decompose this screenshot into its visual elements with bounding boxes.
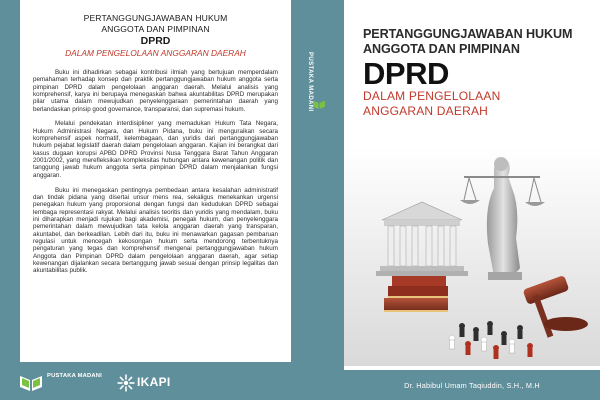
- back-title-line3: DPRD: [140, 35, 171, 47]
- back-subtitle: DALAM PENGELOLAAN ANGGARAN DAERAH: [65, 48, 246, 58]
- law-books: [384, 276, 448, 312]
- spine-logo-icon: [312, 98, 326, 110]
- front-cover-title: [363, 27, 593, 118]
- front-title-line2: ANGGOTA DAN PIMPINAN: [363, 41, 520, 56]
- book-spine: [291, 0, 344, 400]
- front-author-bar: [344, 370, 600, 400]
- spine-publisher-label: PUSTAKA MADANI: [307, 52, 313, 112]
- back-cover-synopsis: [33, 69, 278, 282]
- front-title-line3: DPRD: [363, 56, 449, 91]
- synopsis-paragraph: Buku ini menegaskan pentingnya pembedaan antara kesalahan administratif dan tindak pidana yang disertai unsur mens rea, sekaligus menekankan urgensi penegakan hukum yang proporsional dengan fungsi dan kedudukan DPRD sebagai lembaga representasi rakyat. Melalui analisis teoritis dan yuridis yang mendalam, buku ini diharapkan menjadi rujukan bagi akademisi, penegak hukum, dan penyelenggara pemerintahan dalam mewujudkan tata kelola anggaran daerah yang transparan, akuntabel, dan berkeadilan. Lebih dari itu, buku ini menawarkan gagasan pembaruan regulasi untuk mencegah kekosongan hukum serta mendorong terbentuknya pengaturan yang tegas dan komprehensif mengenai pertanggungjawaban hukum Anggota dan Pimpinan DPRD dalam pengelolaan anggaran daerah, agar setiap kewenangan dijalankan secara bertanggung jawab sesuai dengan prinsip legalitas dan akuntabilitas publik.: [33, 186, 278, 275]
- back-cover-publisher-strip: [0, 362, 291, 400]
- ikapi-label: IKAPI: [137, 375, 171, 389]
- synopsis-paragraph: Buku ini dihadirkan sebagai kontribusi ilmiah yang bertujuan memperdalam pemahaman terhadap konsep dan praktik pertanggungjawaban hukum anggota serta pimpinan DPRD dalam pengelolaan anggaran daerah. Melalui analisis yang komprehensif, karya ini berupaya menegaskan bahwa akuntabilitas DPRD merupakan pilar utama dalam mewujudkan penyelenggaraan pemerintahan daerah yang berlandaskan prinsip good governance, transparansi, dan supremasi hukum.: [33, 69, 278, 113]
- front-subtitle-line1: DALAM PENGELOLAAN: [363, 89, 501, 103]
- front-subtitle-line2: ANGGARAN DAERAH: [363, 103, 489, 118]
- publisher-name: PUSTAKA MADANI: [47, 373, 102, 379]
- back-title-line2: ANGGOTA DAN PIMPINAN: [101, 23, 210, 34]
- pustaka-madani-book-icon: [18, 372, 44, 392]
- back-cover-title: [20, 13, 291, 59]
- front-title-line1: PERTANGGUNGJAWABAN HUKUM: [363, 27, 573, 41]
- synopsis-paragraph: Melalui pendekatan interdisipliner yang memadukan Hukum Tata Negara, Hukum Administrasi Negara, dan Hukum Pidana, buku ini menguraikan secara komprehensif aspek normatif, kelembagaan, dan yuridis dari pertanggungjawaban hukum pejabat legislatif daerah dalam pengelolaan anggaran. Kajian ini berangkat dari kasus dugaan korupsi APBD DPRD Provinsi Nusa Tenggara Barat Tahun Anggaran 2001/2002, yang merefleksikan kompleksitas hubungan antara kewenangan politik dan tanggung jawab hukum anggota serta pimpinan DPRD dalam menjalankan fungsi anggaran.: [33, 120, 278, 179]
- back-title-line1: PERTANGGUNGJAWABAN HUKUM: [83, 13, 228, 23]
- author-name: Dr. Habibul Umam Taqiuddin, S.H., M.H: [404, 381, 540, 390]
- ikapi-emblem-icon: [117, 374, 135, 392]
- justice-illustration: [344, 148, 600, 366]
